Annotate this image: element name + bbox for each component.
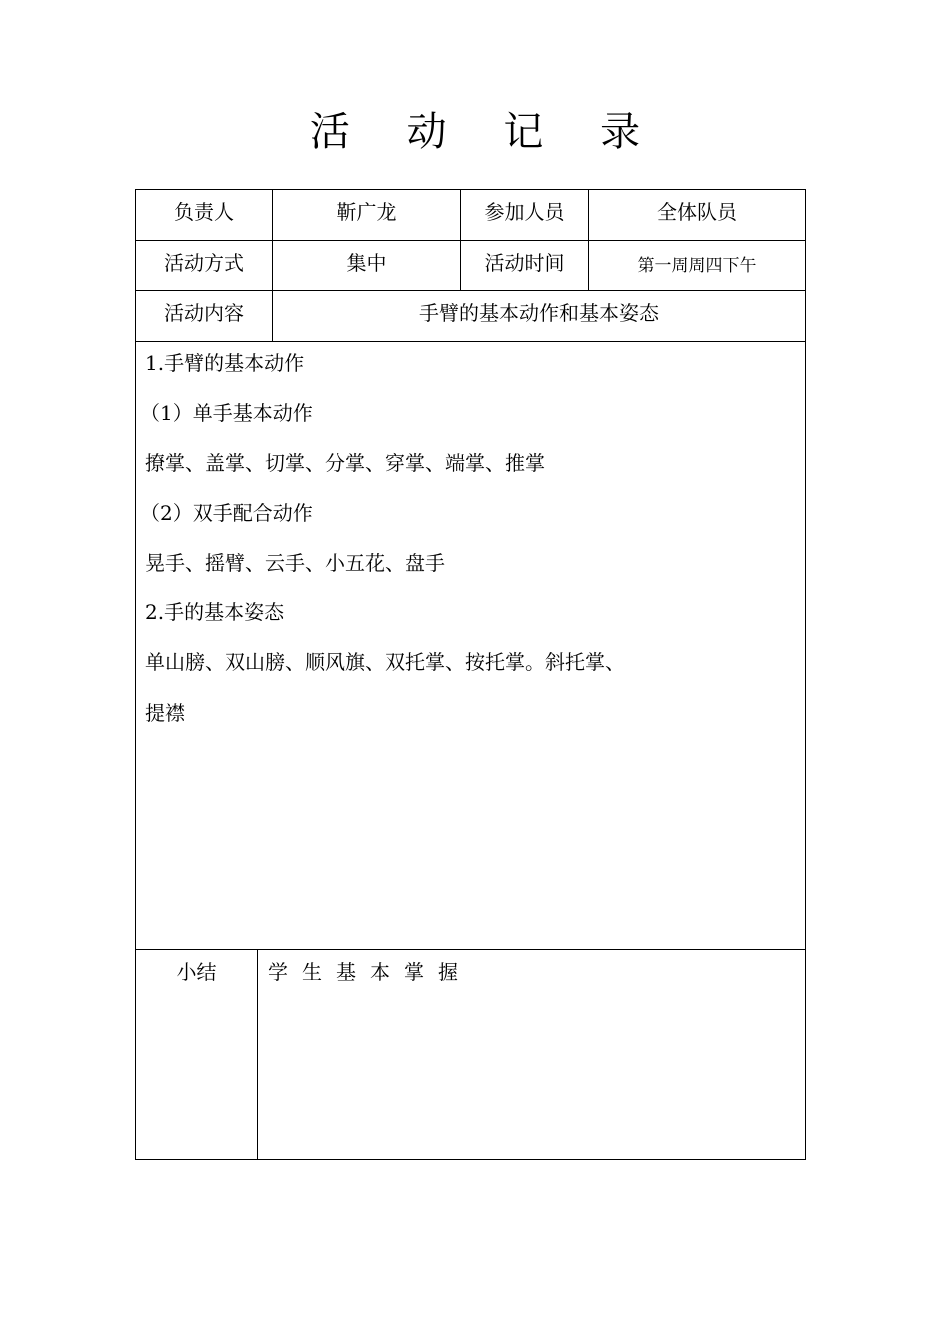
content-topic: 手臂的基本动作和基本姿态 <box>419 301 659 325</box>
row-divider <box>135 290 806 291</box>
method-value: 集中 <box>346 251 387 275</box>
content-line: 2.手的基本姿态 <box>145 600 285 624</box>
content-line: 提襟 <box>145 701 185 725</box>
participants-value: 全体队员 <box>657 200 737 224</box>
row-divider <box>135 341 806 342</box>
participants-label: 参加人员 <box>484 200 565 224</box>
leader-label: 负责人 <box>174 200 234 224</box>
content-label: 活动内容 <box>164 301 244 325</box>
row-divider <box>135 240 806 241</box>
method-label: 活动方式 <box>164 251 244 275</box>
time-value: 第一周周四下午 <box>637 256 757 276</box>
column-divider <box>257 949 258 1160</box>
row-divider <box>135 949 806 950</box>
summary-label: 小结 <box>176 960 217 984</box>
content-line: 撩掌、盖掌、切掌、分掌、穿掌、端掌、推掌 <box>145 451 545 475</box>
content-line: （1）单手基本动作 <box>140 401 313 425</box>
content-line: 单山膀、双山膀、顺风旗、双托掌、按托掌。斜托掌、 <box>145 650 625 674</box>
time-label: 活动时间 <box>484 251 565 275</box>
content-line: 1.手臂的基本动作 <box>145 351 305 375</box>
leader-value: 靳广龙 <box>336 200 397 224</box>
activity-record-table <box>135 189 806 1160</box>
page-title: 活 动 记 录 <box>309 109 663 155</box>
content-line: （2）双手配合动作 <box>140 501 313 525</box>
summary-text: 学生基本掌握 <box>268 960 472 984</box>
content-line: 晃手、摇臂、云手、小五花、盘手 <box>145 551 445 575</box>
